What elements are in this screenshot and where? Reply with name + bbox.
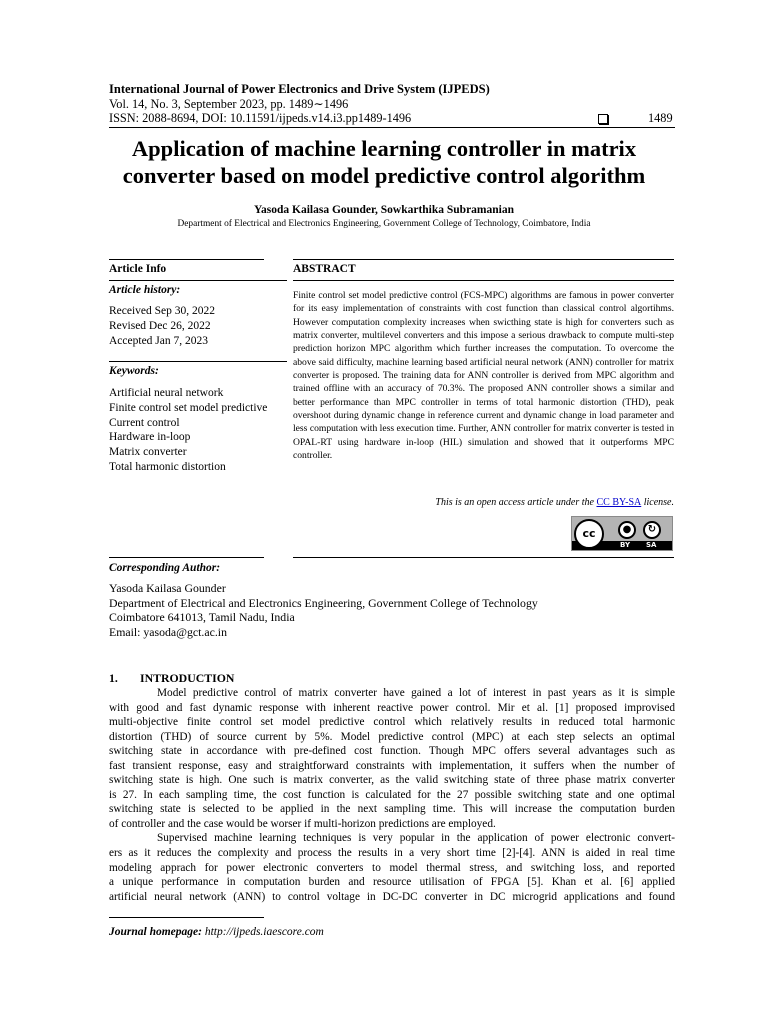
- section-title: INTRODUCTION: [140, 671, 235, 685]
- square-icon: [598, 114, 608, 124]
- body-line: fast transient response, easy and straightforward constraints with implementation, it suffers when the number of: [109, 759, 675, 772]
- page-number: 1489: [648, 111, 673, 125]
- license-prefix: This is an open access article under the: [435, 497, 597, 508]
- section-number: 1.: [109, 671, 118, 685]
- header-rule: [109, 127, 675, 128]
- body-line: is 27. In each sampling time, the cost function is calculated for the 27 possible switching state and one optimal: [109, 788, 675, 801]
- author-dept: Department of Electrical and Electronics Engineering, Government College of Technology: [109, 595, 538, 610]
- body-line: distortion (THD) of source current by 5%. Model predictive control (MPC) at each step selects an optimal: [109, 730, 675, 743]
- author-email: Email: yasoda@gct.ac.in: [109, 624, 227, 639]
- volume-line: Vol. 14, No. 3, September 2023, pp. 1489∼1496: [109, 97, 349, 111]
- open-access-notice: [293, 497, 674, 508]
- author-city: Coimbatore 641013, Tamil Nadu, India: [109, 610, 295, 625]
- keywords-heading: Keywords:: [109, 365, 159, 377]
- footer-rule: [109, 917, 264, 918]
- body-line: switching state is selected to be applied in the next sampling time. This will increase the computation burden: [109, 803, 675, 816]
- badge-sa-label: SA: [646, 541, 657, 549]
- keyword-item: Finite control set model predictive: [109, 401, 268, 414]
- license-link[interactable]: CC BY-SA: [596, 497, 642, 508]
- journal-name: International Journal of Power Electronics and Drive System (IJPEDS): [109, 82, 490, 96]
- revised-date: Revised Dec 26, 2022: [109, 319, 211, 332]
- article-history: [109, 304, 215, 348]
- body-line: switching state in accordance with pre-defined cost function. Though MPC offers several advantages such as: [109, 745, 675, 758]
- license-suffix: license.: [641, 497, 674, 508]
- intro-body: [109, 686, 675, 904]
- body-line: ers as it reduces the complexity and process the results in a very short time [2]-[4]. ANN is aided in real time: [109, 847, 675, 860]
- body-line: artificial neural network (ANN) to control voltage in DC-DC converter in DC microgrid applications and found: [109, 890, 675, 903]
- article-info-top-rule: [109, 259, 264, 260]
- body-line: multi-objective finite control set model predictive control which relatively results in reduced total harmonic: [109, 716, 675, 729]
- keyword-item: Current control: [109, 416, 180, 429]
- body-line: a unique performance in computation burden and resource utilisation of FPGA [5]. Khan et al. [6] applied: [109, 876, 675, 889]
- history-heading: Article history:: [109, 284, 181, 296]
- page-marker: [598, 111, 673, 126]
- body-line: of controller and the case would be worser if multi-horizon predictions are employed.: [109, 817, 496, 830]
- badge-by-label: BY: [620, 541, 631, 549]
- keywords-list: [109, 386, 267, 475]
- share-alike-icon: ↻: [643, 521, 661, 539]
- abstract-rule: [293, 280, 674, 281]
- section-heading: [109, 671, 234, 686]
- body-line: Model predictive control of matrix converter have gained a lot of interest in past years as it is simple: [157, 687, 675, 699]
- article-info-heading: Article Info: [109, 263, 167, 275]
- keyword-item: Total harmonic distortion: [109, 460, 226, 473]
- author-name: Yasoda Kailasa Gounder: [109, 581, 226, 595]
- journal-homepage: [109, 926, 324, 938]
- issn-line: ISSN: 2088-8694, DOI: 10.11591/ijpeds.v14.i3.pp1489-1496: [109, 111, 412, 125]
- received-date: Received Sep 30, 2022: [109, 305, 216, 317]
- cc-icon: cc: [574, 519, 604, 549]
- cc-by-sa-badge[interactable]: [571, 516, 673, 551]
- corr-rule-left: [109, 557, 264, 558]
- affiliation: Department of Electrical and Electronics Engineering, Government College of Technology, Coimbatore, India: [177, 219, 591, 229]
- abstract-top-rule: [293, 259, 674, 260]
- article-info-rule: [109, 280, 287, 281]
- keywords-rule: [109, 361, 287, 362]
- corresponding-heading: Corresponding Author:: [109, 562, 221, 574]
- body-line: switching state is high. One such is matrix converter, as the valid switching state of three phase matrix converter: [109, 774, 675, 787]
- title-line-1: Application of machine learning controller in matrix: [131, 136, 637, 161]
- abstract-text: Finite control set model predictive control (FCS-MPC) algorithms are famous in power converter for its easy implementation of constraints with cost function than classical control algortihms. However computation complexity increases when swicthing state is high for converters such as matrix converter, multilevel converters and this impose a serious drawback to compute multi-step prediction horizon MPC algorithm which further increases the computation. To overcome the above said difficulty, machine learning based artificial neural network (ANN) controller for matrix converter is proposed. The training data for ANN controller is derived from MPC algorithm and trained offline with an accuracy of 70.3%. The proposed ANN controller shows a similar and better performance than MPC controller in terms of total harmonic distortion (THD), peak overshoot during dynamic change in reference current and dynamic change in load parameter and less computation with less execution time. Further, ANN controller for matrix converter is tested in OPAL-RT using hardware in-loop (HIL) simulation and showed that it outperforms MPC controller.: [293, 290, 674, 462]
- accepted-date: Accepted Jan 7, 2023: [109, 334, 208, 347]
- corresponding-block: [109, 581, 538, 639]
- keyword-item: Hardware in-loop: [109, 431, 191, 444]
- paper-title: [80, 135, 688, 189]
- homepage-label: Journal homepage:: [109, 926, 202, 938]
- corr-rule-right: [293, 557, 674, 558]
- homepage-url[interactable]: http://ijpeds.iaescore.com: [204, 926, 324, 938]
- person-icon: ●: [618, 521, 636, 539]
- abstract-heading: ABSTRACT: [293, 263, 356, 275]
- body-line: with good and fast dynamic response with inherent reactive power control. Mir et al. [1] proposed improvised: [109, 701, 675, 714]
- body-line: Supervised machine learning techniques is very popular in the application of power electronic convert-: [157, 832, 675, 845]
- authors: Yasoda Kailasa Gounder, Sowkarthika Subramanian: [254, 204, 514, 216]
- body-line: modeling apprach for power electronic converters to model thermal stress, and switching loss, and reported: [109, 861, 675, 874]
- keyword-item: Artificial neural network: [109, 387, 224, 399]
- title-line-2: converter based on model predictive control algorithm: [122, 163, 646, 188]
- keyword-item: Matrix converter: [109, 446, 187, 459]
